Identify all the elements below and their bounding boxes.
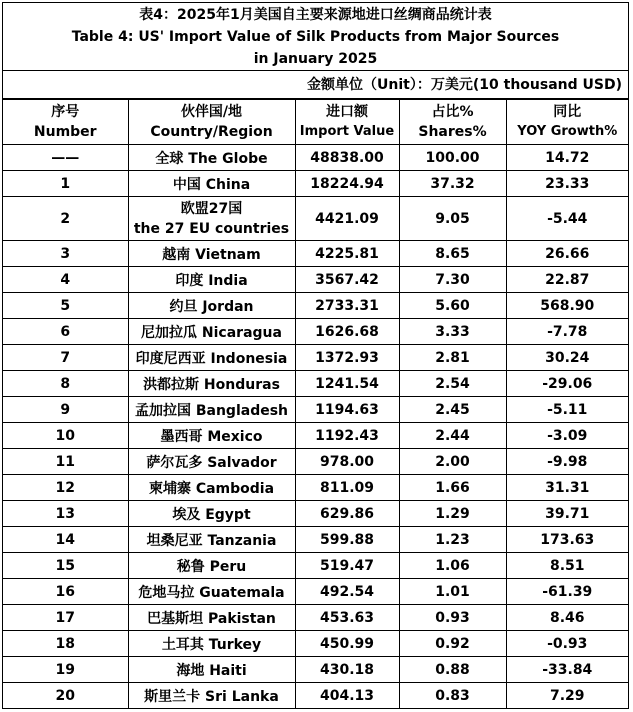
- row-country: 印度尼西亚 Indonesia: [128, 345, 295, 371]
- row-country: 土耳其 Turkey: [128, 631, 295, 657]
- row-share: 0.88: [399, 657, 506, 683]
- row-import-value: 48838.00: [295, 145, 399, 171]
- row-number: 19: [3, 657, 128, 683]
- row-country: 海地 Haiti: [128, 657, 295, 683]
- row-country: 尼加拉瓜 Nicaragua: [128, 319, 295, 345]
- row-number: 5: [3, 293, 128, 319]
- title-english-line-1: Table 4: US' Import Value of Silk Products from Major Sources: [71, 29, 560, 45]
- row-share: 100.00: [399, 145, 506, 171]
- row-number: 14: [3, 527, 128, 553]
- import-table-sheet: [2, 2, 629, 709]
- row-share: 9.05: [399, 197, 506, 241]
- row-number: 12: [3, 475, 128, 501]
- header-shares: 占比% Shares%: [399, 100, 506, 145]
- table-row: [3, 423, 628, 449]
- row-number: 2: [3, 197, 128, 241]
- row-import-value: 2733.31: [295, 293, 399, 319]
- row-yoy-growth: -29.06: [506, 371, 628, 397]
- row-yoy-growth: -9.98: [506, 449, 628, 475]
- header-import-value: 进口额 Import Value: [295, 100, 399, 145]
- row-country: 斯里兰卡 Sri Lanka: [128, 683, 295, 709]
- row-number: 3: [3, 241, 128, 267]
- title-chinese: 表4：2025年1月美国自主要来源地进口丝绸商品统计表: [139, 7, 492, 23]
- row-import-value: 629.86: [295, 501, 399, 527]
- table-row: [3, 683, 628, 709]
- row-yoy-growth: 39.71: [506, 501, 628, 527]
- row-country: 印度 India: [128, 267, 295, 293]
- table-row: [3, 449, 628, 475]
- row-import-value: 4421.09: [295, 197, 399, 241]
- row-share: 0.83: [399, 683, 506, 709]
- row-share: 5.60: [399, 293, 506, 319]
- row-country: 坦桑尼亚 Tanzania: [128, 527, 295, 553]
- row-import-value: 430.18: [295, 657, 399, 683]
- table-row: [3, 579, 628, 605]
- table-row: [3, 197, 628, 241]
- table-row: [3, 631, 628, 657]
- row-yoy-growth: -5.44: [506, 197, 628, 241]
- table-row: [3, 145, 628, 171]
- row-share: 1.66: [399, 475, 506, 501]
- row-yoy-growth: -61.39: [506, 579, 628, 605]
- row-number: 10: [3, 423, 128, 449]
- row-number: 1: [3, 171, 128, 197]
- row-import-value: 4225.81: [295, 241, 399, 267]
- table-row: [3, 605, 628, 631]
- row-country: 埃及 Egypt: [128, 501, 295, 527]
- row-share: 3.33: [399, 319, 506, 345]
- table-row: [3, 293, 628, 319]
- table-title: [3, 3, 628, 71]
- row-yoy-growth: 8.51: [506, 553, 628, 579]
- row-import-value: 1194.63: [295, 397, 399, 423]
- row-country-line-2: the 27 EU countries: [133, 220, 290, 237]
- row-yoy-growth: -33.84: [506, 657, 628, 683]
- row-number: 7: [3, 345, 128, 371]
- row-share: 1.29: [399, 501, 506, 527]
- row-number: 20: [3, 683, 128, 709]
- table-row: [3, 397, 628, 423]
- silk-import-table: [3, 99, 628, 709]
- row-import-value: 1626.68: [295, 319, 399, 345]
- row-number: 18: [3, 631, 128, 657]
- row-number: 13: [3, 501, 128, 527]
- row-number: ——: [3, 145, 128, 171]
- header-row: [3, 100, 628, 145]
- row-number: 15: [3, 553, 128, 579]
- row-import-value: 1192.43: [295, 423, 399, 449]
- row-share: 2.54: [399, 371, 506, 397]
- row-country: 危地马拉 Guatemala: [128, 579, 295, 605]
- row-share: 7.30: [399, 267, 506, 293]
- row-number: 16: [3, 579, 128, 605]
- row-number: 11: [3, 449, 128, 475]
- row-yoy-growth: 568.90: [506, 293, 628, 319]
- row-import-value: 18224.94: [295, 171, 399, 197]
- row-import-value: 492.54: [295, 579, 399, 605]
- row-share: 1.01: [399, 579, 506, 605]
- row-import-value: 1241.54: [295, 371, 399, 397]
- table-row: [3, 171, 628, 197]
- row-import-value: 404.13: [295, 683, 399, 709]
- row-yoy-growth: -5.11: [506, 397, 628, 423]
- row-country: 中国 China: [128, 171, 295, 197]
- table-row: [3, 475, 628, 501]
- row-share: 37.32: [399, 171, 506, 197]
- row-share: 8.65: [399, 241, 506, 267]
- row-import-value: 599.88: [295, 527, 399, 553]
- table-row: [3, 501, 628, 527]
- row-share: 1.06: [399, 553, 506, 579]
- row-country: 墨西哥 Mexico: [128, 423, 295, 449]
- row-share: 2.44: [399, 423, 506, 449]
- header-yoy-growth: 同比 YOY Growth%: [506, 100, 628, 145]
- row-country: 萨尔瓦多 Salvador: [128, 449, 295, 475]
- row-import-value: 450.99: [295, 631, 399, 657]
- row-yoy-growth: -7.78: [506, 319, 628, 345]
- row-country: 洪都拉斯 Honduras: [128, 371, 295, 397]
- table-row: [3, 553, 628, 579]
- row-number: 8: [3, 371, 128, 397]
- row-share: 1.23: [399, 527, 506, 553]
- row-import-value: 978.00: [295, 449, 399, 475]
- row-share: 0.92: [399, 631, 506, 657]
- row-number: 9: [3, 397, 128, 423]
- row-yoy-growth: 22.87: [506, 267, 628, 293]
- row-share: 2.81: [399, 345, 506, 371]
- title-english-line-2: in January 2025: [253, 51, 378, 67]
- table-row: [3, 267, 628, 293]
- row-country: 越南 Vietnam: [128, 241, 295, 267]
- row-country: 巴基斯坦 Pakistan: [128, 605, 295, 631]
- table-row: [3, 319, 628, 345]
- row-yoy-growth: 8.46: [506, 605, 628, 631]
- unit-note: 金额单位（Unit）：万美元(10 thousand USD): [3, 71, 628, 99]
- row-yoy-growth: 7.29: [506, 683, 628, 709]
- row-number: 4: [3, 267, 128, 293]
- row-country: 秘鲁 Peru: [128, 553, 295, 579]
- row-country-line-1: 欧盟27国: [180, 200, 243, 217]
- table-row: [3, 345, 628, 371]
- row-yoy-growth: -0.93: [506, 631, 628, 657]
- row-number: 6: [3, 319, 128, 345]
- table-row: [3, 657, 628, 683]
- table-row: [3, 371, 628, 397]
- row-yoy-growth: 23.33: [506, 171, 628, 197]
- row-import-value: 519.47: [295, 553, 399, 579]
- row-import-value: 1372.93: [295, 345, 399, 371]
- row-country: 全球 The Globe: [128, 145, 295, 171]
- row-share: 2.00: [399, 449, 506, 475]
- row-yoy-growth: 31.31: [506, 475, 628, 501]
- row-number: 17: [3, 605, 128, 631]
- row-yoy-growth: -3.09: [506, 423, 628, 449]
- header-number: 序号 Number: [3, 100, 128, 145]
- table-row: [3, 241, 628, 267]
- row-share: 0.93: [399, 605, 506, 631]
- header-country: 伙伴国/地 Country/Region: [128, 100, 295, 145]
- row-yoy-growth: 26.66: [506, 241, 628, 267]
- row-import-value: 453.63: [295, 605, 399, 631]
- row-import-value: 811.09: [295, 475, 399, 501]
- row-yoy-growth: 14.72: [506, 145, 628, 171]
- row-import-value: 3567.42: [295, 267, 399, 293]
- table-row: [3, 527, 628, 553]
- row-country: 约旦 Jordan: [128, 293, 295, 319]
- row-share: 2.45: [399, 397, 506, 423]
- row-country: [128, 197, 295, 241]
- row-yoy-growth: 30.24: [506, 345, 628, 371]
- row-yoy-growth: 173.63: [506, 527, 628, 553]
- row-country: 孟加拉国 Bangladesh: [128, 397, 295, 423]
- row-country: 柬埔寨 Cambodia: [128, 475, 295, 501]
